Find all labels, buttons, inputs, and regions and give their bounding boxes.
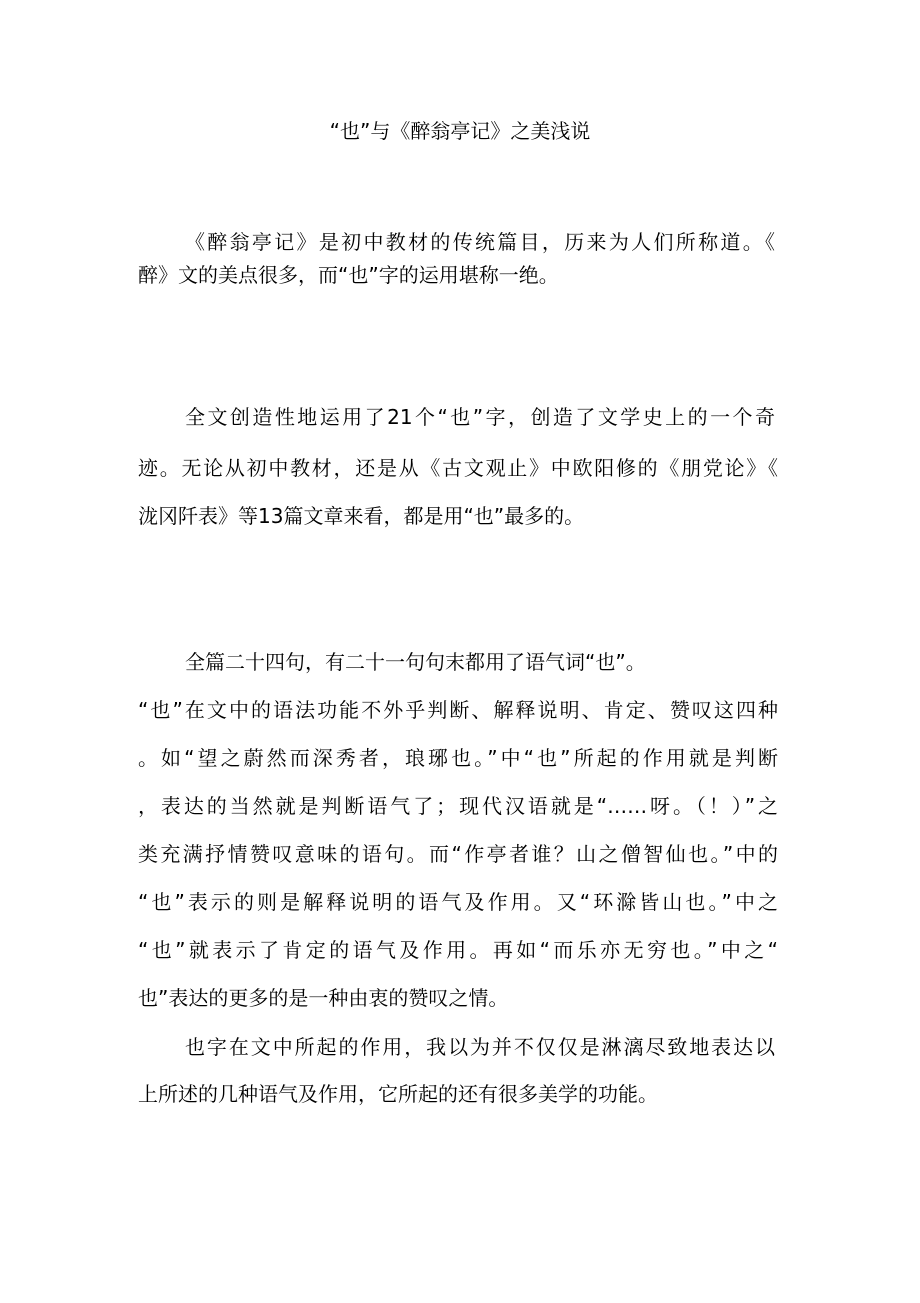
paragraph-3-line-6: “也”表示的则是解释说明的语气及作用。又“环滁皆山也。”中之 (138, 890, 778, 914)
paragraph-3-line-2: “也”在文中的语法功能不外乎判断、解释说明、肯定、赞叹这四种 (138, 698, 778, 722)
paragraph-3-line-8: 也”表达的更多的是一种由衷的赞叹之情。 (138, 986, 509, 1010)
paragraph-1-line-2: 醉》文的美点很多，而“也”字的运用堪称一绝。 (138, 263, 559, 287)
paragraph-3-line-4: ，表达的当然就是判断语气了；现代汉语就是“……呀。（！）”之 (138, 794, 778, 818)
paragraph-4-line-2: 上所述的几种语气及作用，它所起的还有很多美学的功能。 (138, 1082, 658, 1106)
paragraph-3-line-5: 类充满抒情赞叹意味的语句。而“作亭者谁？山之僧智仙也。”中的 (138, 842, 778, 866)
paragraph-3-line-3: 。如“望之蔚然而深秀者，琅琊也。”中“也”所起的作用就是判断 (138, 746, 778, 770)
document-title: “也”与《醉翁亭记》之美浅说 (329, 119, 591, 143)
paragraph-3-line-7: “也”就表示了肯定的语气及作用。再如“而乐亦无穷也。”中之“ (138, 938, 778, 962)
paragraph-2-line-1: 全文创造性地运用了21个“也”字，创造了文学史上的一个奇 (185, 405, 775, 429)
paragraph-1-line-1: 《醉翁亭记》是初中教材的传统篇目，历来为人们所称道。《 (185, 230, 775, 254)
paragraph-2-line-3: 泷冈阡表》等13篇文章来看，都是用“也”最多的。 (138, 504, 585, 528)
paragraph-2-line-2: 迹。无论从初中教材，还是从《古文观止》中欧阳修的《朋党论》《 (138, 456, 778, 480)
paragraph-4-line-1: 也字在文中所起的作用，我以为并不仅仅是淋漓尽致地表达以 (185, 1035, 775, 1059)
paragraph-3-line-1: 全篇二十四句，有二十一句句末都用了语气词“也”。 (185, 650, 646, 674)
